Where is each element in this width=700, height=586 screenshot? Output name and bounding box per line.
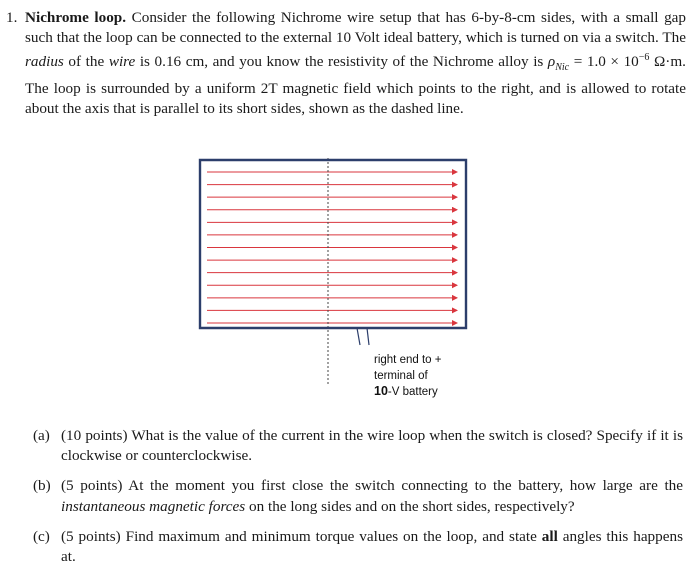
part-b-emphasis: instantaneous magnetic forces: [61, 497, 246, 515]
battery-caption: [374, 353, 441, 401]
problem-statement: [25, 8, 686, 119]
part-a-label: (a): [33, 427, 50, 444]
part-a-text: (10 points) What is the value of the current in the wire loop when the switch is closed? Specify if it is clockwise or counterclockwise.: [61, 427, 683, 465]
part-b: [33, 476, 683, 516]
statement-part-2: of the: [63, 53, 109, 71]
radius-word: radius: [25, 53, 64, 71]
problem-title: Nichrome loop.: [25, 9, 127, 26]
battery-voltage: 10: [374, 384, 388, 398]
rho-subscript: Nic: [555, 62, 570, 74]
part-b-text: [61, 476, 683, 516]
resistivity-expression: [547, 52, 683, 74]
sub-questions: [33, 426, 683, 577]
part-b-text-2: on the long sides and on the short sides, respectively?: [245, 497, 575, 515]
rho-value: = 1.0 × 10: [569, 53, 639, 71]
wire-loop: [200, 160, 466, 328]
wire-gap-lead-left: [357, 328, 360, 345]
problem-number: 1.: [6, 9, 18, 26]
rho-unit: Ω·m: [649, 53, 683, 71]
statement-part-3: is 0.16 cm, and you know the resistivity of the Nichrome alloy is: [135, 53, 548, 71]
part-b-label: (b): [33, 477, 51, 495]
caption-line-1: right end to +: [374, 354, 442, 366]
caption-suffix: -V battery: [387, 386, 438, 398]
wire-word: wire: [108, 53, 136, 71]
part-a: [33, 426, 683, 466]
rho-exponent: −6: [638, 52, 650, 64]
part-c-text-2: angles this happens at.: [61, 527, 683, 566]
rho-symbol: ρ: [547, 53, 556, 71]
problem-1: [6, 8, 686, 119]
part-c-label: (c): [33, 527, 50, 545]
part-c-text: [61, 527, 683, 567]
part-c-bold: all: [541, 527, 558, 545]
magnetic-field-lines: [207, 172, 457, 323]
statement-part-4: . The loop is surrounded by a uniform 2T magnetic field which points to the right, and is allowed to rotate about the axis that is parallel to its short sides, shown as the dashed line.: [25, 53, 686, 117]
loop-figure: [195, 156, 475, 406]
wire-gap-lead-right: [367, 328, 369, 345]
caption-line-3: [374, 384, 441, 401]
part-c-text-1: (5 points) Find maximum and minimum torque values on the loop, and state: [61, 527, 542, 545]
statement-part-1: Consider the following Nichrome wire setup that has 6-by-8-cm sides, with a small gap such that the loop can be connected to the external 10 Volt ideal battery, which is turned on via a switch. The: [25, 9, 686, 47]
part-c: [33, 527, 683, 567]
caption-line-2: terminal of: [374, 369, 428, 382]
part-b-text-1: (5 points) At the moment you first close the switch connecting to the battery, how large are the: [61, 477, 683, 495]
